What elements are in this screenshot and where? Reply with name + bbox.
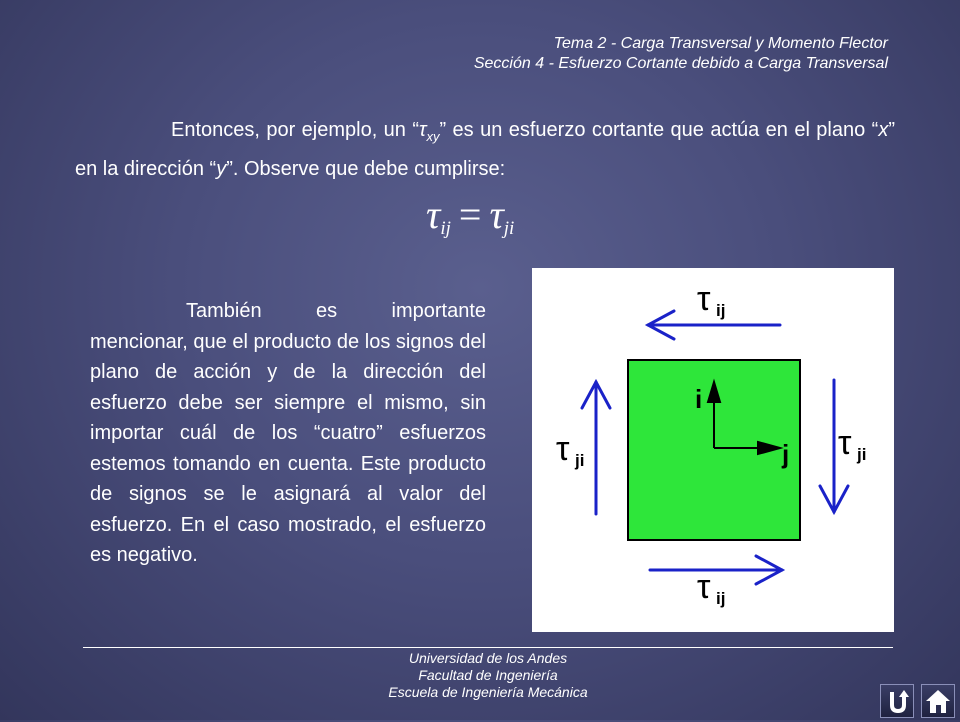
intro-tau: τ	[419, 119, 427, 141]
intro-text-3: ” en la dirección “	[75, 119, 895, 180]
intro-text-1: Entonces, por ejemplo, un “	[171, 119, 419, 141]
tau-top-label	[697, 280, 725, 320]
symmetry-formula	[426, 191, 514, 240]
intro-x: x	[878, 119, 889, 141]
intro-text-4: ”. Observe que debe cumplirse:	[226, 158, 506, 180]
axis-i-label: i	[695, 384, 703, 414]
sign-explanation-text: También es importante mencionar, que el producto de los signos del plano de acción y de la dirección del esfuerzo debe ser siempre el mismo, sin importar cuál de los “cuatro” esfuerzos estemos tomando en cuenta. Este producto de signos se le asignará al valor del esfuerzo. En el caso mostrado, el esfuerzo es negativo.	[90, 300, 486, 566]
intro-text-2: ” es un esfuerzo cortante que actúa en el plano “	[439, 119, 879, 141]
formula-rhs-sub: ji	[503, 218, 515, 239]
tau-top-sub: ij	[716, 301, 726, 320]
footer-school: Escuela de Ingeniería Mecánica	[388, 684, 588, 700]
sign-explanation	[90, 296, 486, 571]
formula-lhs-sub: ij	[440, 218, 451, 239]
home-button[interactable]	[921, 684, 955, 718]
bottom-shear-arrow	[650, 556, 782, 584]
header-section: Sección 4 - Esfuerzo Cortante debido a Carga Transversal	[473, 55, 888, 72]
intro-tau-sub: xy	[426, 129, 440, 144]
intro-y: y	[216, 158, 227, 180]
slide-header	[474, 34, 888, 74]
footer-university: Universidad de los Andes	[408, 650, 568, 666]
left-shear-arrow	[582, 382, 610, 514]
diagram-svg	[532, 268, 894, 632]
footer-faculty: Facultad de Ingeniería	[418, 667, 558, 683]
tau-left-symbol: τ	[556, 430, 570, 468]
formula-lhs: τ	[426, 192, 441, 237]
return-arrow-icon	[881, 685, 913, 717]
shear-stress-diagram	[532, 268, 894, 632]
home-icon	[922, 685, 954, 717]
header-topic: Tema 2 - Carga Transversal y Momento Flector	[553, 35, 888, 52]
tau-left-sub: ji	[575, 451, 585, 470]
tau-top-symbol: τ	[697, 280, 711, 318]
tau-left-label	[556, 430, 584, 470]
tau-right-sub: ji	[857, 445, 867, 464]
formula-equals: =	[458, 192, 482, 237]
axis-j-label: j	[782, 439, 790, 469]
intro-paragraph	[75, 114, 895, 185]
tau-bottom-label	[697, 568, 725, 608]
tau-right-label	[838, 424, 866, 464]
tau-bottom-sub: ij	[716, 589, 726, 608]
top-shear-arrow	[648, 311, 780, 339]
tau-right-symbol: τ	[838, 424, 852, 462]
footer-divider	[83, 647, 893, 648]
slide-footer	[83, 650, 893, 701]
tau-bottom-symbol: τ	[697, 568, 711, 606]
formula-rhs: τ	[489, 192, 504, 237]
back-button[interactable]	[880, 684, 914, 718]
